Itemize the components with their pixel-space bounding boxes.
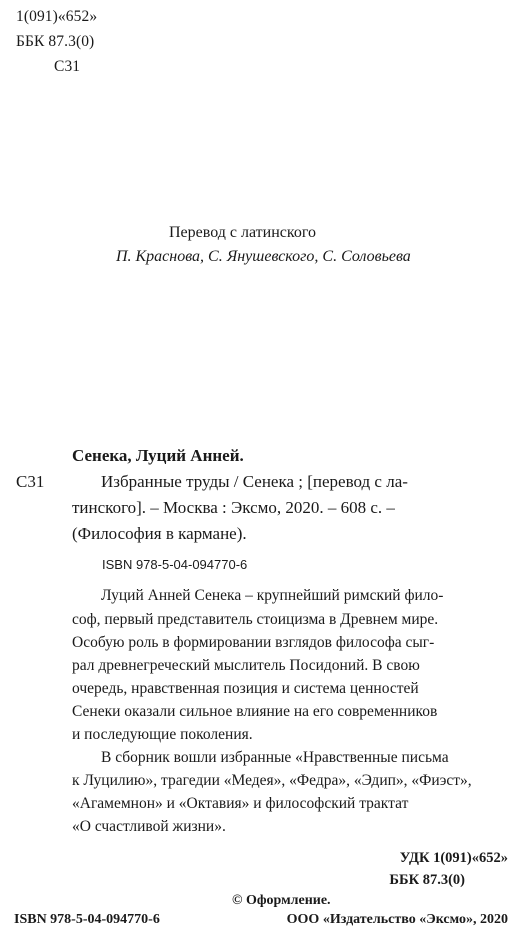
abstract-line: В сборник вошли избранные «Нравственные письма xyxy=(101,749,449,766)
catalog-line: Избранные труды / Сенека ; [перевод с ла- xyxy=(101,472,408,491)
abstract-line: Особую роль в формировании взглядов философа сыг- xyxy=(72,634,435,651)
catalog-isbn: ISBN 978-5-04-094770-6 xyxy=(102,557,248,572)
translation-line: Перевод с латинского xyxy=(169,224,316,241)
catalog-udk: УДК 1(091)«652» xyxy=(399,850,508,866)
abstract-line: и последующие поколения. xyxy=(72,726,253,743)
publisher-copyright: ООО «Издательство «Эксмо», 2020 xyxy=(286,912,508,927)
abstract-line: соф, первый представитель стоицизма в Древнем мире. xyxy=(72,611,439,628)
catalog-line: тинского]. – Москва : Эксмо, 2020. – 608 с. – xyxy=(72,498,395,517)
catalog-line: (Философия в кармане). xyxy=(72,524,247,543)
catalog-author: Сенека, Луций Анней. xyxy=(72,446,244,465)
abstract-line: рал древнегреческий мыслитель Посидоний. В свою xyxy=(72,657,420,674)
abstract-line: к Луцилию», трагедии «Медея», «Федра», «Эдип», «Фиэст», xyxy=(72,772,472,789)
abstract-line: Луций Анней Сенека – крупнейший римский фило- xyxy=(101,587,444,604)
author-mark-top: С31 xyxy=(54,58,81,75)
bbk-code-top: ББК 87.3(0) xyxy=(16,33,95,50)
udk-code-top: 1(091)«652» xyxy=(16,8,98,25)
catalog-bbk: ББК 87.3(0) xyxy=(389,872,465,888)
abstract-line: очередь, нравственная позиция и система ценностей xyxy=(72,680,419,697)
abstract-line: Сенеки оказали сильное влияние на его современников xyxy=(72,703,438,720)
abstract-line: «Агамемнон» и «Октавия» и философский трактат xyxy=(72,795,409,812)
abstract-line: «О счастливой жизни». xyxy=(72,818,226,835)
translators: П. Краснова, С. Янушевского, С. Соловьева xyxy=(116,248,411,265)
catalog-author-mark: С31 xyxy=(16,472,45,491)
footer-isbn: ISBN 978-5-04-094770-6 xyxy=(14,912,160,927)
design-copyright: © Оформление. xyxy=(232,893,331,908)
